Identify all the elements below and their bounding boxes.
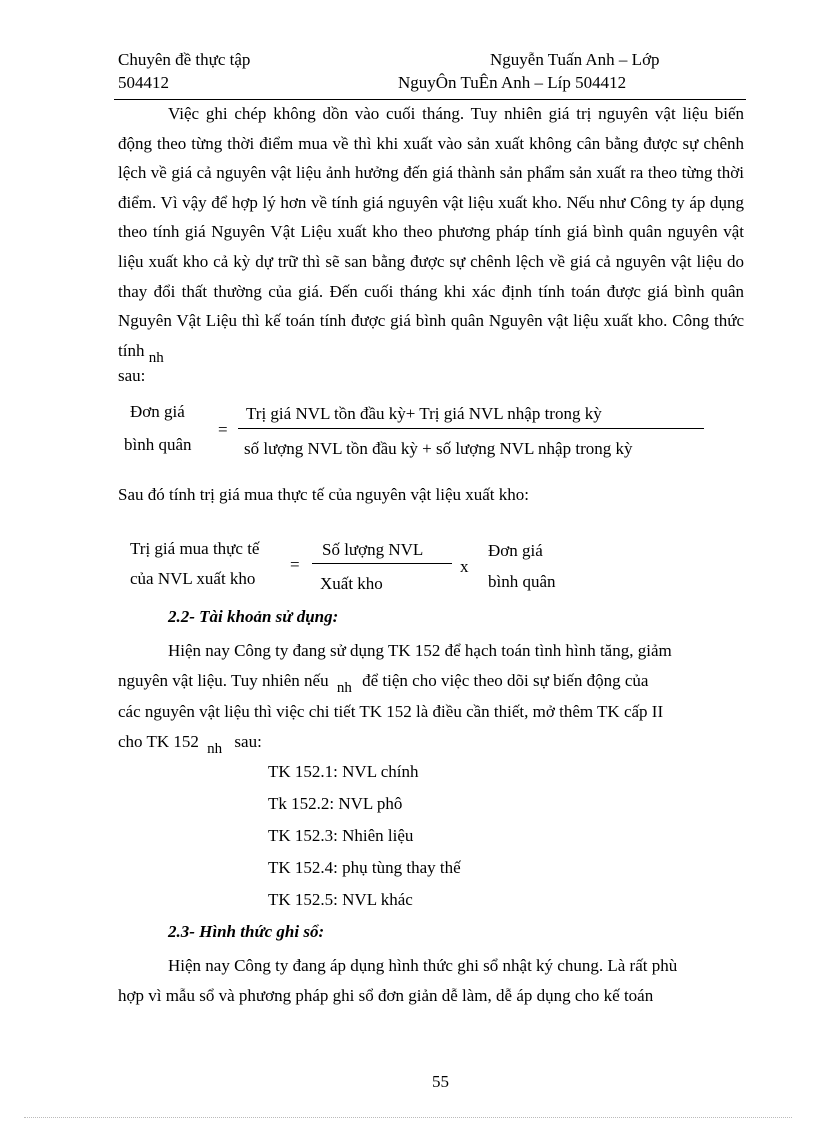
paragraph-4-line1: Hiện nay Công ty đang áp dụng hình thức ghi sổ nhật ký chung. Là rất phù (168, 956, 678, 975)
formula1-numerator: Trị giá NVL tồn đầu kỳ+ Trị giá NVL nhập trong kỳ (246, 404, 602, 423)
paragraph-3-line4 (118, 732, 262, 757)
formula1-equals: = (218, 420, 228, 439)
paragraph-3-line2-b: để tiện cho việc theo dõi sự biến động của (362, 671, 649, 690)
formula2-numerator: Số lượng NVL (322, 540, 424, 559)
formula2-right-line2: bình quân (488, 572, 556, 591)
paragraph-1-text: Việc ghi chép không dồn vào cuối tháng. Tuy nhiên giá trị nguyên vật liệu biến động theo từng thời điểm mua về thì khi xuất vào sản xuất không cân bằng được sự chênh lệch về giá cả nguyên vật liệu ảnh hưởng đến giá thành sản phẩm sản xuất ra theo từng thời điểm. Vì vậy để hợp lý hơn về tính giá nguyên vật liệu xuất kho. Nếu như Công ty áp dụng theo tính giá Nguyên Vật Liệu xuất kho theo phương pháp tính giá bình quân nguyên vật liệu xuất kho cả kỳ dự trữ thì sẽ san bằng được sự chênh lệch về giá cả nguyên vật liệu do thay đổi thất thường của giá. Đến cuối tháng khi xác định tính toán được giá bình quân Nguyên Vật Liệu thì kế toán tính được giá bình quân Nguyên vật liệu xuất kho. Công thức tính (118, 104, 744, 360)
paragraph-3-line4-a: cho TK 152 (118, 732, 199, 751)
paragraph-1-nh: nh (148, 349, 164, 366)
header-left-line1: Chuyên đề thực tập (118, 50, 251, 69)
paragraph-1-end: sau: (118, 366, 146, 385)
paragraph-3-line3: các nguyên vật liệu thì việc chi tiết TK 152 là điều cần thiết, mở thêm TK cấp II (118, 702, 664, 721)
formula1-label-line1: Đơn giá (130, 402, 185, 421)
paragraph-2: Sau đó tính trị giá mua thực tế của nguyên vật liệu xuất kho: (118, 485, 529, 504)
formula2-times: x (460, 557, 469, 576)
paragraph-3-line1: Hiện nay Công ty đang sử dụng TK 152 để hạch toán tình hình tăng, giảm (168, 641, 672, 660)
paragraph-4-line2: hợp vì mẫu sổ và phương pháp ghi sổ đơn giản dễ làm, dễ áp dụng cho kế toán (118, 986, 654, 1005)
heading-2-2: 2.2- Tài khoản sử dụng: (168, 607, 339, 626)
formula2-label-line1: Trị giá mua thực tế (130, 539, 260, 558)
account-item: TK 152.5: NVL khác (268, 890, 413, 909)
header-left-line2: 504412 (118, 73, 169, 92)
paragraph-3-nh-2: nh (207, 741, 223, 757)
header-right-line2: NguyÔn TuÊn Anh – Líp 504412 (398, 73, 627, 92)
paragraph-3-line2-a: nguyên vật liệu. Tuy nhiên nếu (118, 671, 329, 690)
account-item: TK 152.4: phụ tùng thay thế (268, 858, 461, 877)
formula2-fraction-bar (312, 563, 452, 564)
footer-divider (24, 1117, 792, 1118)
page-number: 55 (432, 1072, 449, 1091)
header-right-line1: Nguyễn Tuấn Anh – Lớp (490, 50, 660, 69)
paragraph-1 (118, 99, 744, 367)
formula2-right-line1: Đơn giá (488, 541, 543, 560)
account-item: TK 152.3: Nhiên liệu (268, 826, 414, 845)
formula2-denominator: Xuất kho (320, 574, 383, 593)
formula2-label-line2: của NVL xuất kho (130, 569, 256, 588)
account-item: TK 152.1: NVL chính (268, 762, 419, 781)
formula1-denominator: số lượng NVL tồn đầu kỳ + số lượng NVL nhập trong kỳ (244, 439, 633, 458)
account-item: Tk 152.2: NVL phô (268, 794, 403, 813)
paragraph-3-line4-b: sau: (234, 732, 262, 751)
heading-2-3: 2.3- Hình thức ghi sổ: (168, 922, 325, 941)
formula1-fraction-bar (238, 428, 704, 429)
formula2-equals: = (290, 555, 300, 574)
formula1-label-line2: bình quân (124, 435, 192, 454)
paragraph-3-nh-1: nh (336, 680, 352, 696)
paragraph-3-line2 (118, 671, 649, 696)
